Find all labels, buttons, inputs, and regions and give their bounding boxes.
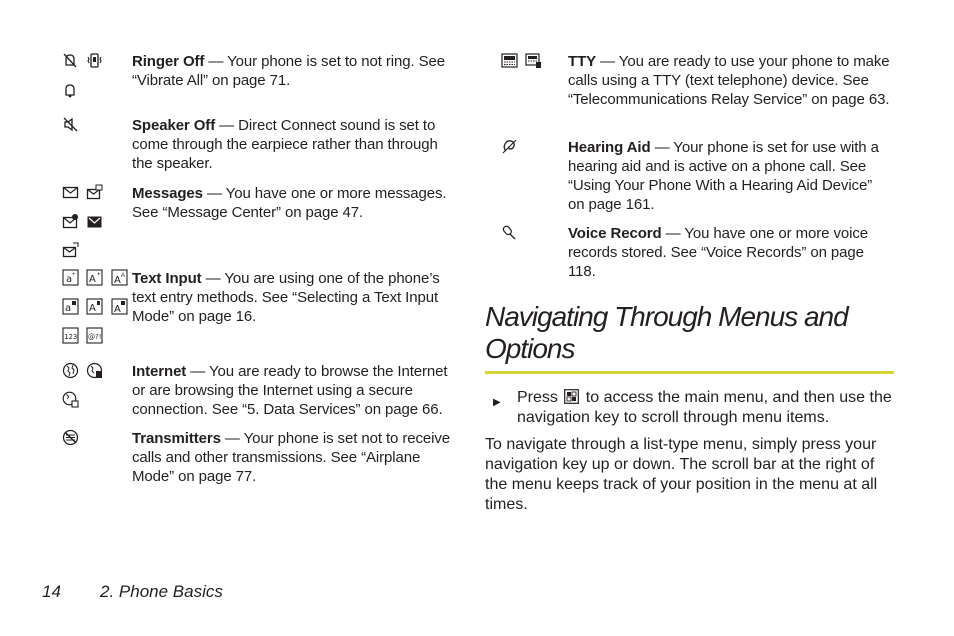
svg-text:+: + xyxy=(72,272,76,278)
heading-rule xyxy=(485,371,894,374)
text-lowercase-icon xyxy=(62,269,79,286)
silent-bell-icon xyxy=(62,81,79,98)
text-input-term: Text Input xyxy=(132,270,202,287)
messages-text xyxy=(132,184,454,222)
transmitters-text xyxy=(132,429,454,486)
svg-text:+: + xyxy=(97,272,101,278)
svg-text:a: a xyxy=(66,274,73,285)
svg-text:A: A xyxy=(113,275,121,286)
text-word-capital-icon xyxy=(86,298,103,315)
ringer-off-desc: — Your phone is set to not ring. See “Vibrate All” on page 71. xyxy=(132,53,445,89)
transmitters-icons xyxy=(62,429,126,458)
tty-desc: — You are ready to use your phone to make calls using a TTY (text telephone) device. See “Telecommunications Relay Service” on page 63. xyxy=(568,53,890,108)
svg-text:A: A xyxy=(113,304,121,315)
numeric-mode-icon xyxy=(62,327,79,344)
text-input-icons xyxy=(62,269,126,356)
section-heading: Navigating Through Menus and Options xyxy=(485,301,848,364)
hearing-aid-term: Hearing Aid xyxy=(568,139,651,156)
hearing-aid-desc: — Your phone is set for use with a hearing aid and is active on a phone call. See “Using Your Phone With a Hearing Aid Device” on page 161. xyxy=(568,139,879,213)
bullet-text xyxy=(517,388,897,428)
internet-term: Internet xyxy=(132,363,187,380)
envelope-filled-icon xyxy=(86,213,103,230)
tty-icon xyxy=(501,52,518,69)
hearing-aid-icons xyxy=(501,138,565,167)
svg-text:@?!: @?! xyxy=(88,333,102,341)
transmitters-term: Transmitters xyxy=(132,430,221,447)
tty-icons xyxy=(501,52,565,81)
text-uppercase-icon xyxy=(111,269,128,286)
menu-key-icon xyxy=(564,389,579,404)
svg-text:123: 123 xyxy=(64,333,78,341)
messages-term: Messages xyxy=(132,185,203,202)
voice-record-icon xyxy=(501,224,518,241)
messages-icons xyxy=(62,184,126,271)
footer-page-number: 14 xyxy=(42,582,61,601)
text-word-lower-icon xyxy=(62,298,79,315)
footer-chapter: 2. Phone Basics xyxy=(100,582,223,601)
speaker-off-icon xyxy=(62,116,79,133)
ringer-off-icon xyxy=(62,52,79,69)
text-input-text xyxy=(132,269,454,326)
tty-active-icon xyxy=(525,52,542,69)
text-input-desc: — You are using one of the phone’s text entry methods. See “Selecting a Text Input Mode” on page 16. xyxy=(132,270,440,325)
bullet-text-before: Press xyxy=(517,389,563,406)
symbol-mode-icon xyxy=(86,327,103,344)
envelope-urgent-icon xyxy=(86,184,103,201)
speaker-off-term: Speaker Off xyxy=(132,117,216,134)
svg-text:a: a xyxy=(65,303,72,314)
speaker-off-text xyxy=(132,116,454,173)
svg-text:A: A xyxy=(89,303,97,314)
voice-record-desc: — You have one or more voice records stored. See “Voice Records” on page 118. xyxy=(568,225,868,280)
ringer-off-term: Ringer Off xyxy=(132,53,205,70)
globe-secure-icon xyxy=(86,362,103,379)
internet-text xyxy=(132,362,456,419)
text-capital-icon xyxy=(86,269,103,286)
speaker-off-desc: — Direct Connect sound is set to come through the earpiece rather than through the speaker. xyxy=(132,117,438,172)
navigation-paragraph: To navigate through a list-type menu, simply press your navigation key up or down. The scroll bar at the right of the menu keeps track of your position in the menu at all times. xyxy=(485,436,878,513)
globe-icon xyxy=(62,362,79,379)
envelope-voicemail-icon xyxy=(62,213,79,230)
ringer-off-text xyxy=(132,52,454,90)
hearing-aid-icon xyxy=(501,138,518,155)
envelope-sent-icon xyxy=(62,242,79,259)
transmitters-desc: — Your phone is set not to receive calls and other transmissions. See “Airplane Mode” on page 77. xyxy=(132,430,450,485)
bullet-triangle-icon: ▶ xyxy=(493,397,501,408)
voice-record-text xyxy=(568,224,890,281)
voice-record-term: Voice Record xyxy=(568,225,662,242)
tty-term: TTY xyxy=(568,53,597,70)
transmitters-off-icon xyxy=(62,429,79,446)
vibrate-off-icon xyxy=(86,52,103,69)
voice-record-icons xyxy=(501,224,565,253)
bullet-text-after: to access the main menu, and then use the navigation key to scroll through menu items. xyxy=(517,389,892,426)
svg-text:A: A xyxy=(89,274,97,285)
svg-text:A: A xyxy=(120,273,125,279)
tty-text xyxy=(568,52,890,109)
messages-desc: — You have one or more messages. See “Message Center” on page 47. xyxy=(132,185,447,221)
internet-desc: — You are ready to browse the Internet or are browsing the Internet using a secure connection. See “5. Data Services” on page 66. xyxy=(132,363,448,418)
text-word-upper-icon xyxy=(111,298,128,315)
globe-locked-icon xyxy=(62,391,79,408)
speaker-off-icons xyxy=(62,116,126,145)
internet-icons xyxy=(62,362,126,420)
envelope-icon xyxy=(62,184,79,201)
ringer-off-icons xyxy=(62,52,126,110)
hearing-aid-text xyxy=(568,138,890,214)
